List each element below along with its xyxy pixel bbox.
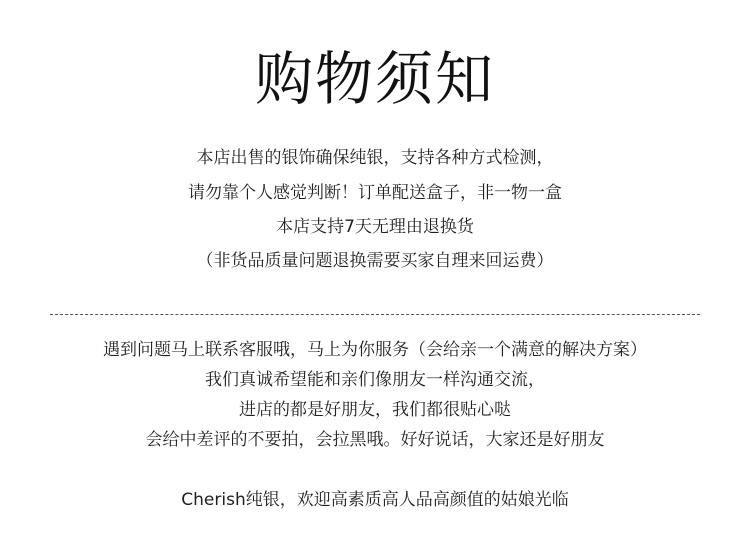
service-line-communication: 我们真诚希望能和亲们像朋友一样沟通交流， (205, 370, 545, 390)
service-line-reviews: 会给中差评的不要拍，会拉黑哦。好好说话，大家还是好朋友 (145, 430, 605, 450)
page-title: 购物须知 (254, 45, 495, 113)
notice-line-shipping-fee: （非货品质量问题退换需要买家自理来回运费） (196, 251, 554, 271)
notice-line-silver-guarantee: 本店出售的银饰确保纯银，支持各种方式检测， (196, 148, 554, 168)
service-line-contact: 遇到问题马上联系客服哦，马上为你服务（会给亲一个满意的解决方案） (103, 340, 647, 360)
dashed-divider (50, 314, 700, 315)
notice-line-packaging: 请勿靠个人感觉判断！订单配送盒子，非一物一盒 (188, 183, 562, 203)
service-line-friends: 进店的都是好朋友，我们都很贴心哒 (239, 400, 511, 420)
closing-welcome: Cherish纯银，欢迎高素质高人品高颜值的姑娘光临 (181, 490, 569, 510)
notice-line-return-policy: 本店支持7天无理由退换货 (276, 217, 474, 237)
